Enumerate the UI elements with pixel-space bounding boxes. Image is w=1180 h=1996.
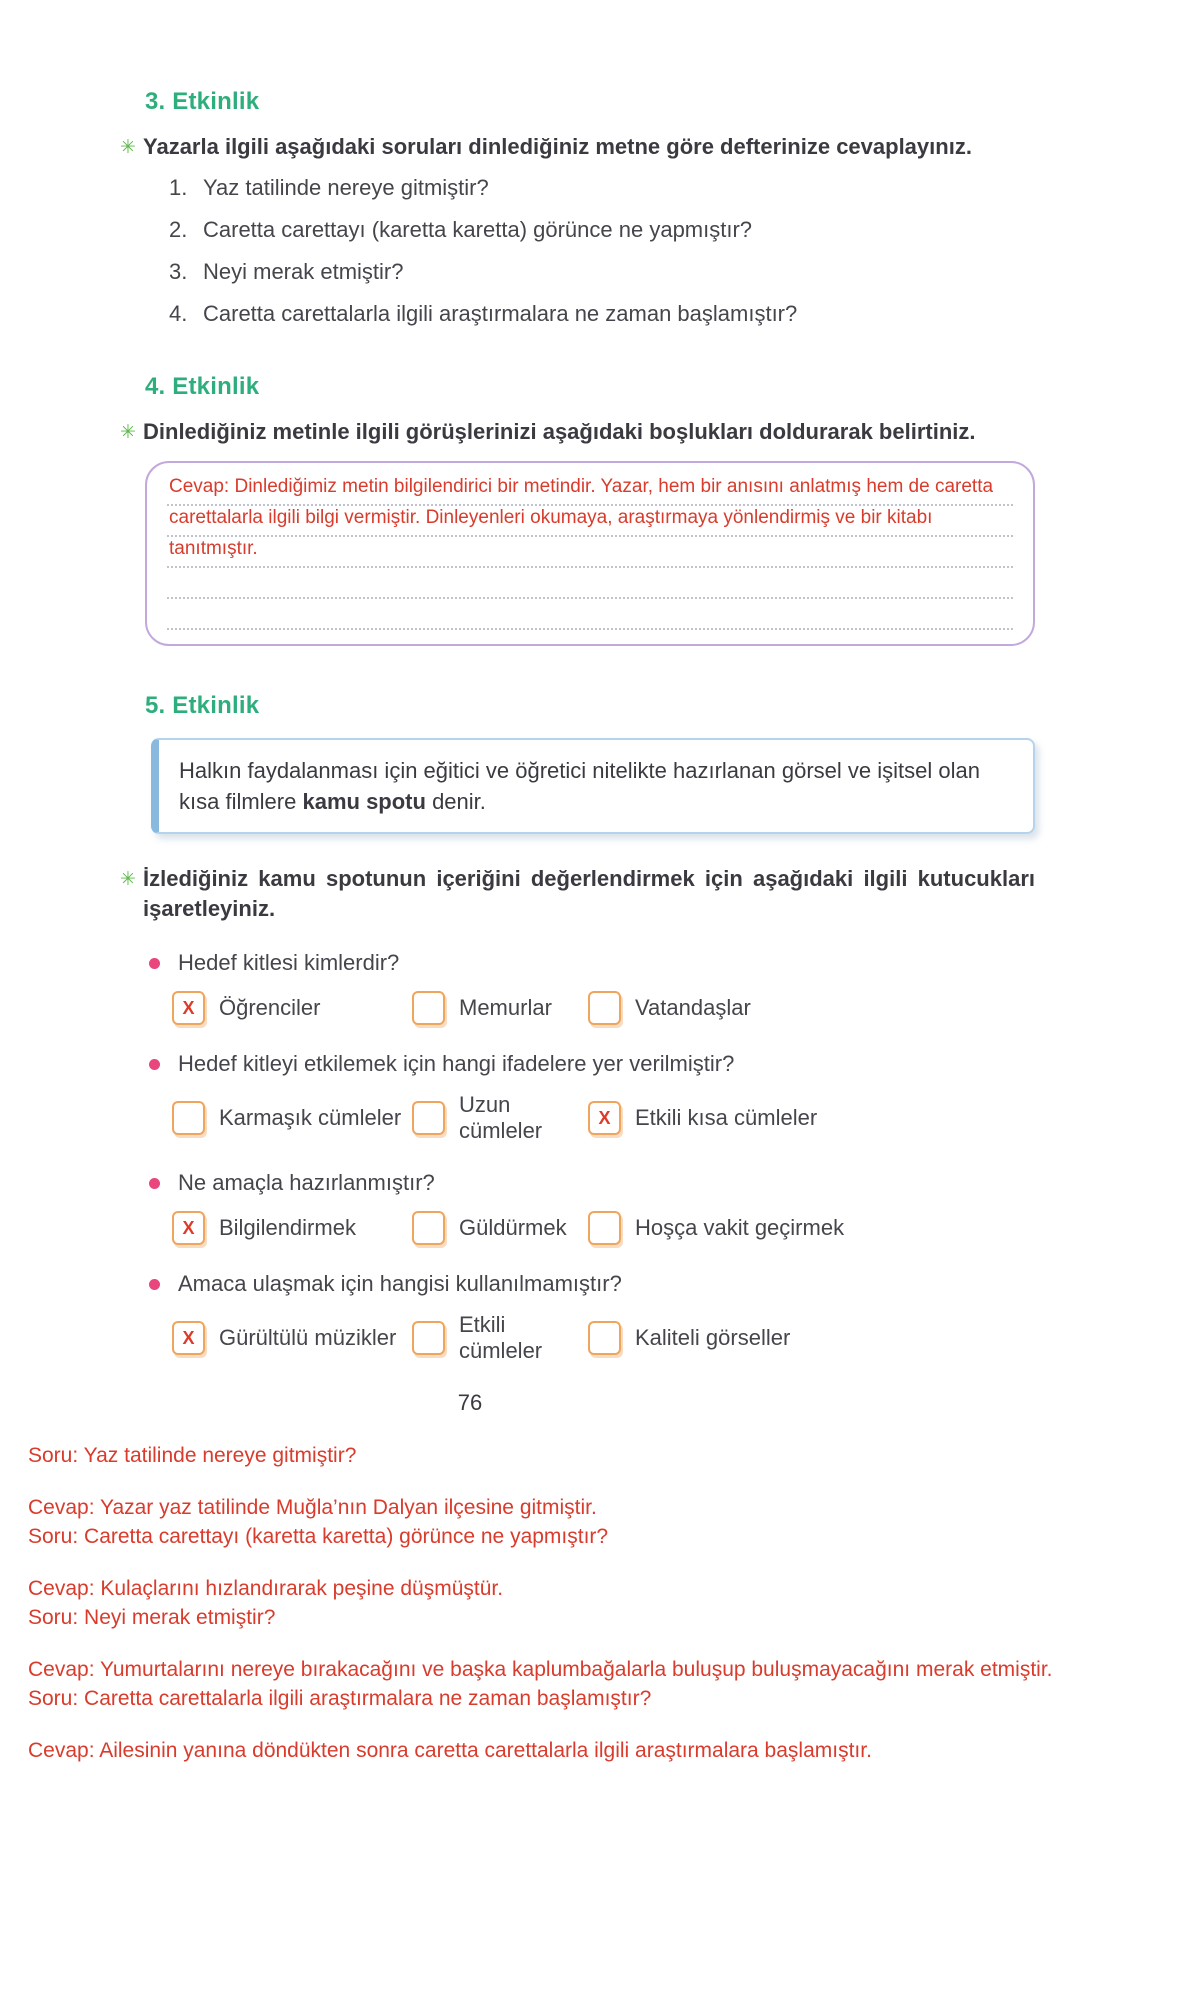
answer-box[interactable] [145, 461, 1035, 646]
question-item [169, 258, 1035, 285]
question-number: 2. [169, 217, 188, 242]
options-row [172, 1312, 1035, 1364]
question-number: 4. [169, 301, 188, 326]
checkbox-option [588, 1101, 817, 1135]
info-box [151, 738, 1035, 834]
checkbox-label: Gürültülü müzikler [219, 1325, 397, 1350]
check-question-text: Ne amaçla hazırlanmıştır? [178, 1170, 435, 1195]
question-text: Neyi merak etmiştir? [203, 259, 404, 284]
activity-5-heading: 5. Etkinlik [145, 692, 260, 719]
checkbox-label: Etkili kısa cümleler [635, 1105, 818, 1130]
checkbox-karmasik-cumleler[interactable] [172, 1101, 205, 1135]
bullet-dot-icon [149, 958, 160, 969]
checkbox-option [412, 1092, 588, 1144]
bullet-dot-icon [149, 1178, 160, 1189]
activity-3-heading: 3. Etkinlik [145, 88, 260, 115]
checkbox-uzun-cumleler[interactable] [412, 1101, 445, 1135]
checkbox-label: Etkili cümleler [459, 1312, 543, 1363]
checkbox-option [588, 1321, 790, 1355]
info-text-before: Halkın faydalanması için eğitici ve öğretici nitelikte hazırlanan görsel ve işitsel olan kısa filmlere [179, 758, 980, 814]
activity-5-instruction: İzlediğiniz kamu spotunun içeriğini değerlendirmek için aşağıdaki ilgili kutucukları işaretleyiniz. [143, 866, 1035, 921]
answer-key-line: Cevap: Ailesinin yanına döndükten sonra caretta carettalarla ilgili araştırmalara başlamıştır. [28, 1739, 872, 1762]
checkbox-guldurmek[interactable] [412, 1211, 445, 1245]
handwritten-answer-text: Cevap: Dinlediğimiz metin bilgilendirici bir metindir. Yazar, hem bir anısını anlatmış hem de caretta carettalarla ilgili bilgi vermiştir. Dinleyenleri okumaya, araştırmaya yönlendirmiş ve bir kitabı tanıtmıştır. [169, 476, 994, 559]
question-text: Caretta carettayı (karetta karetta) görünce ne yapmıştır? [203, 217, 753, 242]
flower-bullet-icon: ✳ [120, 422, 136, 443]
check-question-text: Amaca ulaşmak için hangisi kullanılmamıştır? [178, 1271, 622, 1296]
checkbox-gurultulu-muzikler[interactable]: X [172, 1321, 205, 1355]
checkbox-label: Bilgilendirmek [219, 1215, 356, 1240]
checkbox-bilgilendirmek[interactable]: X [172, 1211, 205, 1245]
bullet-dot-icon [149, 1279, 160, 1290]
checkbox-ogrenciler[interactable]: X [172, 991, 205, 1025]
checkbox-label: Öğrenciler [219, 995, 321, 1020]
answer-line[interactable] [167, 599, 1013, 630]
answer-key-line: Cevap: Kulaçlarını hızlandırarak peşine düşmüştür. [28, 1577, 504, 1600]
flower-bullet-icon: ✳ [120, 869, 136, 890]
question-text: Caretta carettalarla ilgili araştırmalara ne zaman başlamıştır? [203, 301, 798, 326]
checkbox-option [172, 1211, 412, 1245]
checkbox-memurlar[interactable] [412, 991, 445, 1025]
question-number: 1. [169, 175, 188, 200]
check-question-text: Hedef kitleyi etkilemek için hangi ifadelere yer verilmiştir? [178, 1051, 735, 1076]
activity-4-heading: 4. Etkinlik [145, 373, 260, 400]
answer-key-line: Cevap: Yazar yaz tatilinde Muğla’nın Dalyan ilçesine gitmiştir. [28, 1496, 597, 1519]
flower-bullet-icon: ✳ [120, 137, 136, 158]
activity-3-instruction: Yazarla ilgili aşağıdaki soruları dinlediğiniz metne göre defterinize cevaplayınız. [143, 134, 972, 159]
activity-3-question-list [145, 174, 1035, 327]
checkbox-option [588, 1211, 844, 1245]
info-text-after: denir. [425, 789, 486, 814]
answer-key-line: Cevap: Yumurtalarını nereye bırakacağını ve başka kaplumbağalarla buluşup buluşmayacağını merak etmiştir. [28, 1658, 1053, 1681]
answer-key-line: Soru: Caretta carettalarla ilgili araştırmalara ne zaman başlamıştır? [28, 1687, 652, 1710]
answer-line[interactable] [167, 568, 1013, 599]
page-content [120, 0, 1035, 1364]
checkbox-option [412, 991, 588, 1025]
check-question [145, 1051, 1035, 1144]
checkbox-vatandaslar[interactable] [588, 991, 621, 1025]
checkbox-etkili-kisa-cumleler[interactable]: X [588, 1101, 621, 1135]
checkbox-option [412, 1211, 588, 1245]
checkbox-option [588, 991, 751, 1025]
question-number: 3. [169, 259, 188, 284]
activity-4-instruction: Dinlediğiniz metinle ilgili görüşlerinizi aşağıdaki boşlukları doldurarak belirtiniz. [143, 419, 976, 444]
check-question [145, 1170, 1035, 1245]
check-question-head [149, 1051, 1035, 1077]
question-text: Yaz tatilinde nereye gitmiştir? [203, 175, 489, 200]
check-question [145, 1271, 1035, 1364]
activity-5-instruction-row [120, 864, 1035, 924]
checkbox-label: Güldürmek [459, 1215, 567, 1240]
question-item [169, 300, 1035, 327]
checkbox-label: Vatandaşlar [635, 995, 751, 1020]
options-row [172, 1092, 1035, 1144]
checkbox-label: Kaliteli görseller [635, 1325, 791, 1350]
checkbox-label: Uzun cümleler [459, 1092, 543, 1143]
checkbox-option [172, 1321, 412, 1355]
question-item [169, 174, 1035, 201]
activity-4-instruction-row [120, 417, 1035, 447]
check-question-text: Hedef kitlesi kimlerdir? [178, 950, 400, 975]
check-question [145, 950, 1035, 1025]
options-row [172, 991, 1035, 1025]
checkbox-hosca-vakit-gecirmek[interactable] [588, 1211, 621, 1245]
answer-key-line: Soru: Yaz tatilinde nereye gitmiştir? [28, 1444, 357, 1467]
check-question-head [149, 950, 1035, 976]
checkbox-option [412, 1312, 588, 1364]
answer-key-line: Soru: Neyi merak etmiştir? [28, 1606, 276, 1629]
question-item [169, 216, 1035, 243]
checkbox-label: Karmaşık cümleler [219, 1105, 402, 1130]
answer-key [28, 1442, 1152, 1764]
bullet-dot-icon [149, 1059, 160, 1070]
info-text-bold: kamu spotu [302, 789, 426, 814]
check-question-head [149, 1271, 1035, 1297]
checkbox-etkili-cumleler[interactable] [412, 1321, 445, 1355]
options-row [172, 1211, 1035, 1245]
check-question-head [149, 1170, 1035, 1196]
activity-3-instruction-row [120, 132, 1035, 162]
checkbox-option [172, 991, 412, 1025]
answer-key-line: Soru: Caretta carettayı (karetta karetta) görünce ne yapmıştır? [28, 1525, 609, 1548]
checkbox-label: Hoşça vakit geçirmek [635, 1215, 845, 1240]
page-number: 76 [457, 1390, 483, 1415]
checkbox-option [172, 1101, 412, 1135]
checkbox-label: Memurlar [459, 995, 552, 1020]
checkbox-kaliteli-gorseller[interactable] [588, 1321, 621, 1355]
